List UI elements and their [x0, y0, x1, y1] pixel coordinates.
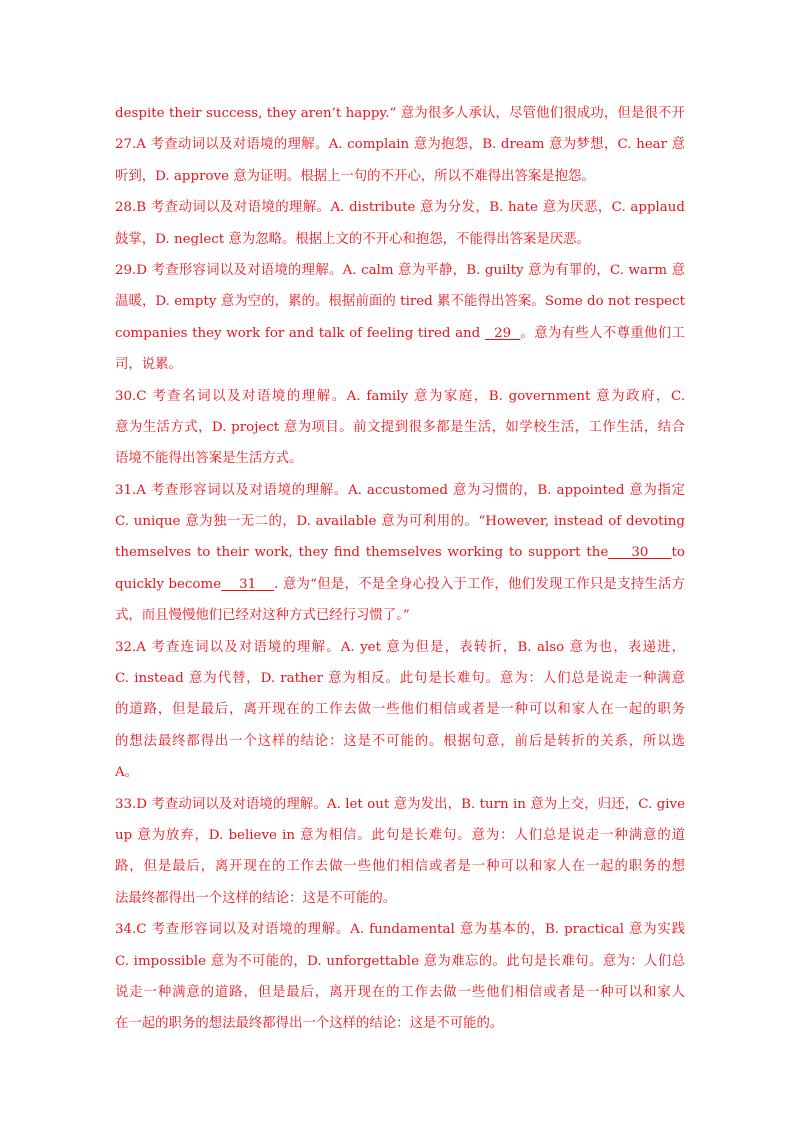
text-line: 33.D 考查动词以及对语境的理解。A. let out 意为发出，B. turn in 意为上交，归还，C. give — [115, 796, 685, 812]
text-line: 28.B 考查动词以及对语境的理解。A. distribute 意为分发，B. hate 意为厌恶，C. applaud — [115, 200, 685, 216]
text-line: 30.C 考查名词以及对语境的理解。A. family 意为家庭，B. government 意为政府，C. — [115, 388, 685, 404]
text-line — [115, 569, 685, 600]
text-line: 27.A 考查动词以及对语境的理解。A. complain 意为抱怨，B. dream 意为梦想，C. hear 意 — [115, 137, 685, 153]
text-line: 32.A 考查连词以及对语境的理解。A. yet 意为但是，表转折，B. also 意为也，表递进， — [115, 639, 685, 655]
text-line: 语境不能得出答案是生活方式。 — [115, 451, 303, 467]
text-line: 司，说累。 — [115, 357, 182, 373]
line-text-before-blank: themselves to their work, they find themselves working to support the — [115, 545, 609, 561]
text-line: 34.C 考查形容词以及对语境的理解。A. fundamental 意为基本的，B. practical 意为实践 — [115, 922, 685, 938]
text-line: 说走一种满意的道路，但是最后，离开现在的工作去做一些他们相信或者是一种可以和家人 — [115, 984, 685, 1000]
text-line: despite their success, they aren’t happy.” 意为很多人承认，尽管他们很成功，但是很不开 — [115, 106, 685, 121]
text-line — [115, 318, 685, 349]
line-text-before-blank: quickly become — [115, 576, 222, 592]
text-line: 意为生活方式，D. project 意为项目。前文提到很多都是生活，如学校生活，工作生活，结合 — [115, 419, 685, 435]
text-line — [115, 537, 685, 568]
text-line: 听到，D. approve 意为证明。根据上一句的不开心，所以不难得出答案是抱怨。 — [115, 168, 595, 184]
text-line: 鼓掌，D. neglect 意为忽略。根据上文的不开心和抱怨，不能得出答案是厌恶。 — [115, 231, 590, 247]
text-line: 29.D 考查形容词以及对语境的理解。A. calm 意为平静，B. guilty 意为有罪的，C. warm 意 — [115, 262, 685, 278]
line-text-before-blank: companies they work for and talk of feeling tired and — [115, 325, 485, 341]
blank-number: 31 — [221, 576, 275, 592]
text-line: A。 — [115, 765, 139, 781]
answer-explanations — [115, 98, 685, 1040]
text-line: 31.A 考查形容词以及对语境的理解。A. accustomed 意为习惯的，B. appointed 意为指定 — [115, 482, 685, 498]
blank-number: 30 — [608, 545, 672, 561]
text-line: 路，但是最后，离开现在的工作去做一些他们相信或者是一种可以和家人在一起的职务的想 — [115, 859, 685, 875]
line-text-after-blank: . 意为“但是，不是全身心投入于工作，他们发现工作只是支持生活方 — [274, 576, 685, 592]
text-line: 式，而且慢慢他们已经对这种方式已经行习惯了。” — [115, 608, 410, 624]
text-line: 的想法最终都得出一个这样的结论：这是不可能的。根据句意，前后是转折的关系，所以选 — [115, 733, 685, 749]
text-line: 法最终都得出一个这样的结论：这是不可能的。 — [115, 890, 397, 906]
text-line: up 意为放弃，D. believe in 意为相信。此句是长难句。意为：人们总是说走一种满意的道 — [115, 827, 685, 843]
line-text-after-blank: 。意为有些人不尊重他们工 — [520, 325, 685, 341]
line-text-after-blank: to — [671, 545, 685, 561]
text-line: C. impossible 意为不可能的，D. unforgettable 意为难忘的。此句是长难句。意为：人们总 — [115, 953, 685, 969]
text-line: 的道路，但是最后，离开现在的工作去做一些他们相信或者是一种可以和家人在一起的职务 — [115, 702, 685, 718]
text-line: C. instead 意为代替，D. rather 意为相反。此句是长难句。意为：人们总是说走一种满意 — [115, 671, 685, 687]
text-line: 在一起的职务的想法最终都得出一个这样的结论：这是不可能的。 — [115, 1016, 504, 1032]
blank-number: 29 — [484, 325, 521, 341]
text-line: 温暖，D. empty 意为空的，累的。根据前面的 tired 累不能得出答案。Some do not respect — [115, 294, 685, 310]
text-line: C. unique 意为独一无二的，D. available 意为可利用的。“However, instead of devoting — [115, 514, 685, 530]
